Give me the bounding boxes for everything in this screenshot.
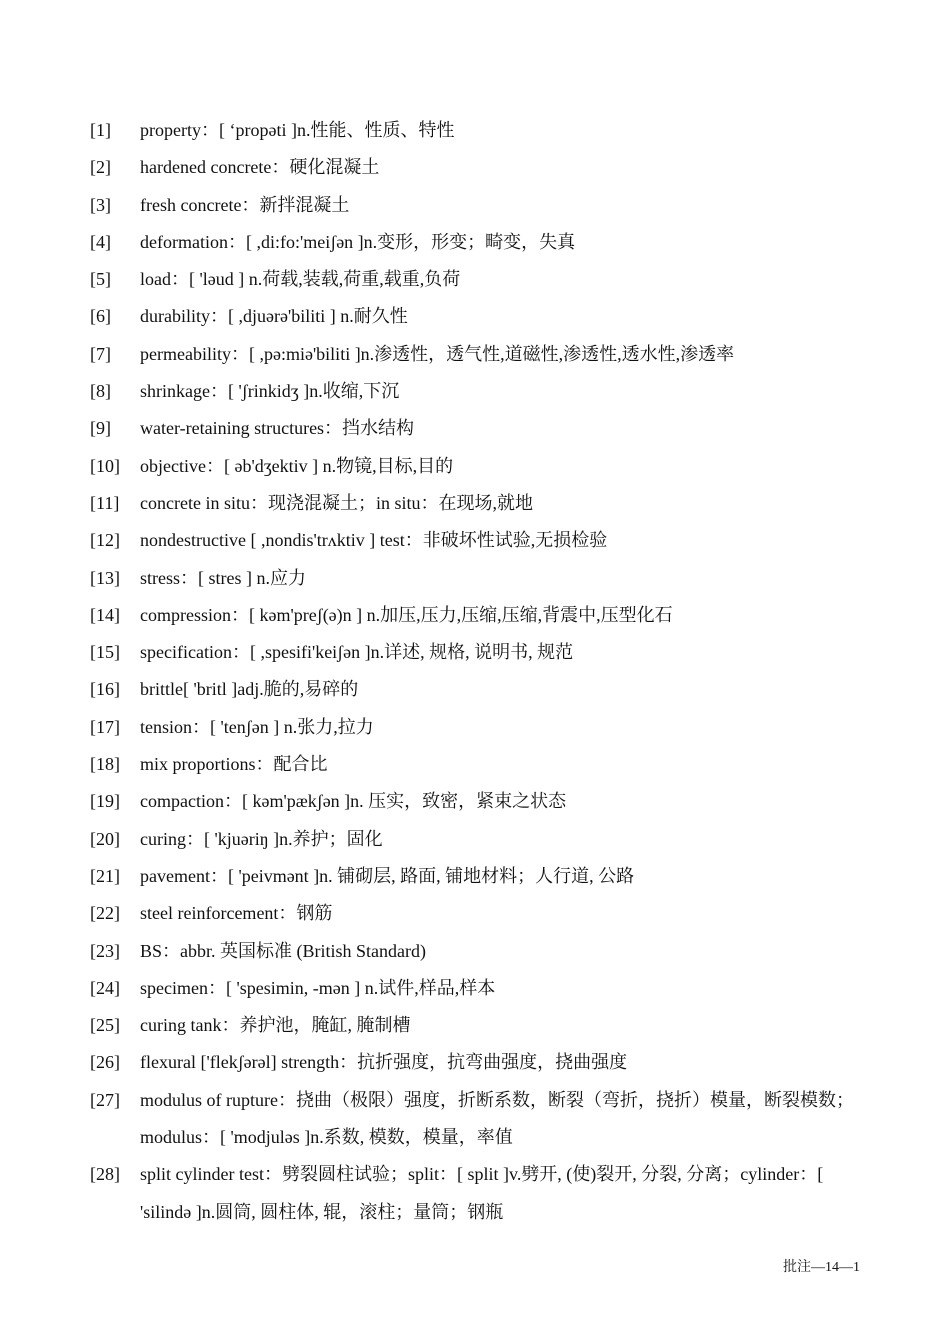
entry-number: [21] xyxy=(90,865,120,886)
glossary-entry xyxy=(90,783,870,820)
entry-text: flexural ['flekʃərəl] strength：抗折强度，抗弯曲强度，挠曲强度 xyxy=(140,1052,628,1073)
entry-text: curing：[ 'kjuəriŋ ]n.养护；固化 xyxy=(140,828,383,849)
entry-text: modulus of rupture：挠曲（极限）强度，折断系数，断裂（弯折，挠折）模量，断裂模数；modulus：[ 'modjuləs ]n.系数, 模数，模量，率值 xyxy=(140,1089,854,1148)
entry-text: pavement：[ 'peivmənt ]n. 铺砌层, 路面, 铺地材料；人行道, 公路 xyxy=(140,865,635,886)
glossary-entry xyxy=(90,597,870,634)
entry-text: shrinkage：[ 'ʃrinkidʒ ]n.收缩,下沉 xyxy=(140,381,400,402)
entry-number: [2] xyxy=(90,157,111,178)
entry-text: tension：[ 'tenʃən ] n.张力,拉力 xyxy=(140,716,374,737)
glossary-entry xyxy=(90,373,870,410)
entry-text: deformation：[ ,di:fo:'meiʃən ]n.变形，形变；畸变，失真 xyxy=(140,231,576,252)
glossary-entry xyxy=(90,485,870,522)
glossary-entry xyxy=(90,336,870,373)
page-footer: 批注—14—1 xyxy=(783,1260,860,1275)
glossary-entry xyxy=(90,522,870,559)
entry-number: [10] xyxy=(90,455,120,476)
entry-text: steel reinforcement：钢筋 xyxy=(140,903,333,924)
entry-text: load：[ 'ləud ] n.荷载,装载,荷重,载重,负荷 xyxy=(140,269,461,290)
glossary-entry xyxy=(90,634,870,671)
entry-number: [18] xyxy=(90,754,120,775)
entry-text: BS：abbr. 英国标准 (British Standard) xyxy=(140,940,426,961)
entry-text: permeability：[ ,pə:miə'biliti ]n.渗透性，透气性,道磁性,渗透性,透水性,渗透率 xyxy=(140,343,735,364)
entry-text: brittle[ 'britl ]adj.脆的,易碎的 xyxy=(140,679,359,700)
entry-text: fresh concrete：新拌混凝土 xyxy=(140,194,350,215)
glossary-entry xyxy=(90,671,870,708)
entry-number: [13] xyxy=(90,567,120,588)
entry-text: curing tank：养护池，腌缸, 腌制槽 xyxy=(140,1015,411,1036)
glossary-entry xyxy=(90,1044,870,1081)
glossary-entry xyxy=(90,933,870,970)
glossary-entry xyxy=(90,1082,870,1157)
entry-text: compaction：[ kəm'pækʃən ]n. 压实，致密，紧束之状态 xyxy=(140,791,567,812)
entry-text: split cylinder test：劈裂圆柱试验；split：[ split ]v.劈开, (使)裂开, 分裂, 分离；cylinder：[ 'silində ]n.圆筒, 圆柱体, 辊，滚柱；量筒；钢瓶 xyxy=(140,1164,824,1222)
entry-number: [20] xyxy=(90,828,120,849)
glossary-entry xyxy=(90,261,870,298)
glossary-entry xyxy=(90,970,870,1007)
glossary-entry xyxy=(90,858,870,895)
entry-text: mix proportions：配合比 xyxy=(140,754,328,775)
entry-text: water-retaining structures：挡水结构 xyxy=(140,418,415,439)
glossary-entry xyxy=(90,410,870,447)
entry-text: hardened concrete：硬化混凝土 xyxy=(140,157,380,178)
glossary-entry xyxy=(90,821,870,858)
entry-number: [14] xyxy=(90,604,120,625)
entry-text: specification：[ ,spesifi'keiʃən ]n.详述, 规格, 说明书, 规范 xyxy=(140,642,574,663)
entry-text: compression：[ kəm'preʃ(ə)n ] n.加压,压力,压缩,压缩,背震中,压型化石 xyxy=(140,604,673,625)
entry-number: [23] xyxy=(90,940,120,961)
glossary-entry xyxy=(90,112,870,149)
entry-number: [11] xyxy=(90,492,120,513)
glossary-entry xyxy=(90,298,870,335)
entry-number: [3] xyxy=(90,194,111,215)
entry-text: property：[ ‘propəti ]n.性能、性质、特性 xyxy=(140,120,455,140)
entry-text: stress：[ stres ] n.应力 xyxy=(140,567,306,588)
entry-text: concrete in situ：现浇混凝土；in situ：在现场,就地 xyxy=(140,492,533,513)
entry-number: [9] xyxy=(90,418,111,439)
glossary-list xyxy=(90,112,870,1231)
glossary-entry xyxy=(90,224,870,261)
entry-text: specimen：[ 'spesimin, -mən ] n.试件,样品,样本 xyxy=(140,977,496,998)
glossary-entry xyxy=(90,1156,870,1231)
entry-number: [17] xyxy=(90,716,120,737)
glossary-entry xyxy=(90,1007,870,1044)
glossary-entry xyxy=(90,149,870,186)
entry-number: [19] xyxy=(90,791,120,812)
entry-text: nondestructive [ ,nondis'trʌktiv ] test：非破坏性试验,无损检验 xyxy=(140,530,608,551)
entry-number: [27] xyxy=(90,1089,120,1110)
entry-number: [5] xyxy=(90,269,111,290)
glossary-entry xyxy=(90,746,870,783)
entry-number: [12] xyxy=(90,530,120,551)
entry-text: objective：[ əb'dʒektiv ] n.物镜,目标,目的 xyxy=(140,455,454,476)
entry-number: [26] xyxy=(90,1052,120,1073)
entry-number: [16] xyxy=(90,679,120,700)
entry-number: [8] xyxy=(90,381,111,402)
entry-number: [22] xyxy=(90,903,120,924)
glossary-entry xyxy=(90,448,870,485)
entry-number: [24] xyxy=(90,977,120,998)
entry-number: [25] xyxy=(90,1015,120,1036)
glossary-entry xyxy=(90,187,870,224)
entry-number: [6] xyxy=(90,306,111,327)
entry-number: [15] xyxy=(90,642,120,663)
entry-number: [7] xyxy=(90,343,111,364)
entry-number: [1] xyxy=(90,120,111,140)
entry-number: [4] xyxy=(90,231,111,252)
glossary-entry xyxy=(90,709,870,746)
glossary-entry xyxy=(90,560,870,597)
entry-text: durability：[ ,djuərə'biliti ] n.耐久性 xyxy=(140,306,408,327)
entry-number: [28] xyxy=(90,1164,120,1185)
glossary-entry xyxy=(90,895,870,932)
